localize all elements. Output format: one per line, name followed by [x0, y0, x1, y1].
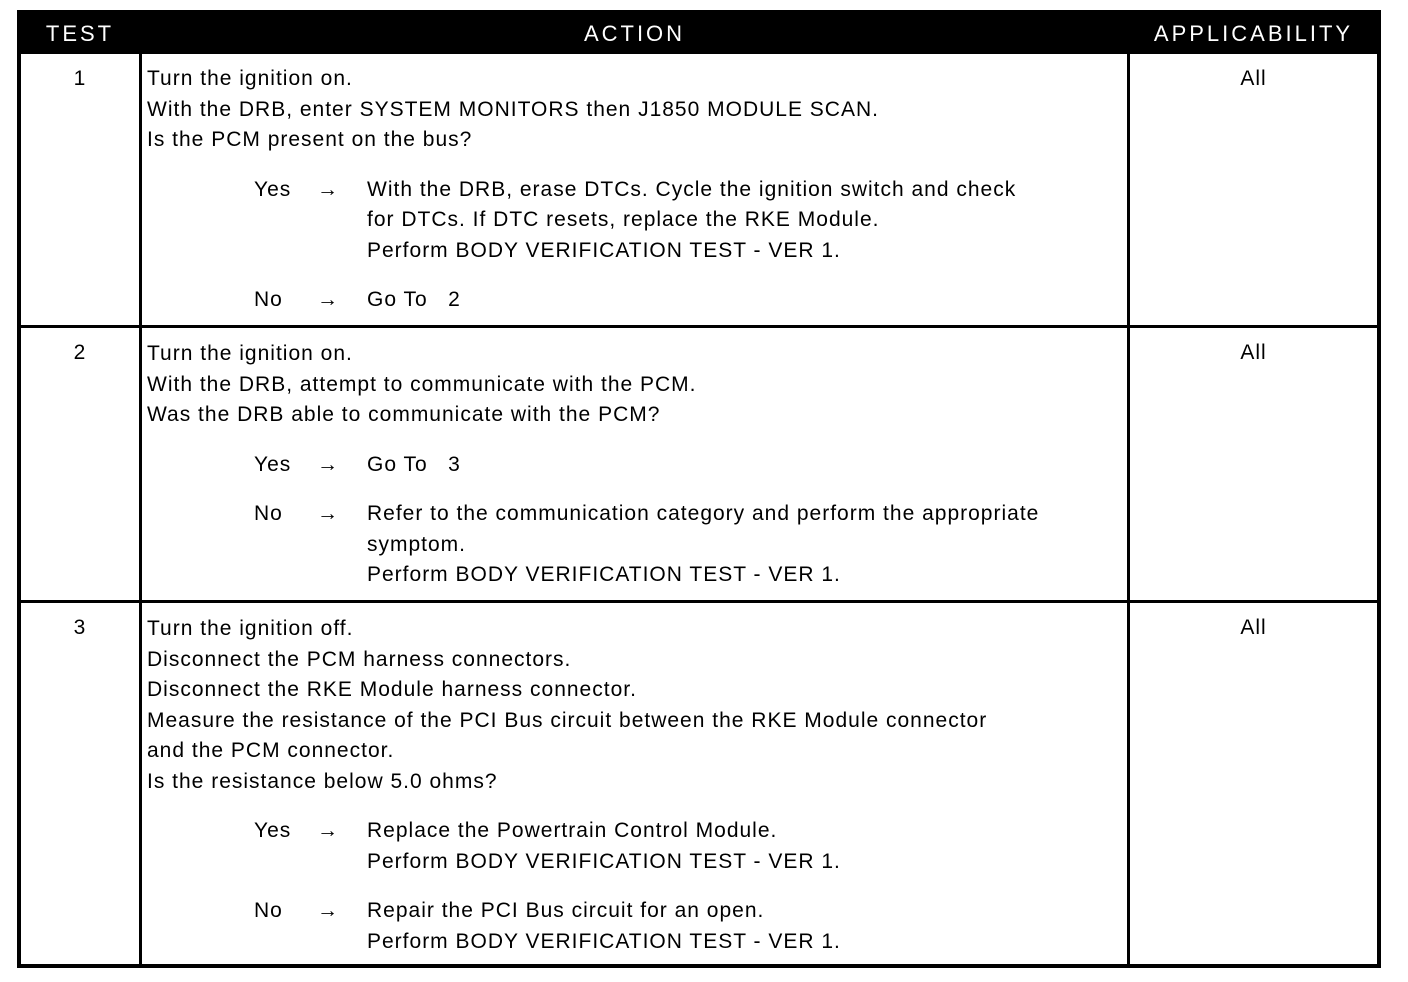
- no-result: [147, 499, 1127, 591]
- arrow-icon: →: [317, 502, 339, 525]
- yes-label: Yes: [254, 819, 292, 842]
- action-line: With the DRB, attempt to communicate with the PCM.: [147, 372, 697, 396]
- result-line: Repair the PCI Bus circuit for an open.: [367, 899, 765, 922]
- table-header: [21, 14, 1377, 54]
- test-number: 1: [73, 67, 87, 90]
- result-line: symptom.: [367, 532, 467, 556]
- arrow-icon: →: [317, 288, 339, 311]
- action-line: Is the resistance below 5.0 ohms?: [147, 769, 498, 793]
- action-cell: [147, 614, 1127, 957]
- goto-line: Go To 2: [367, 288, 461, 311]
- action-line: Is the PCM present on the bus?: [147, 128, 473, 151]
- yes-result: [147, 816, 1127, 877]
- action-line: Disconnect the PCM harness connectors.: [147, 647, 572, 671]
- result-line: Perform BODY VERIFICATION TEST - VER 1.: [367, 563, 841, 586]
- arrow-icon: →: [317, 819, 339, 842]
- result-line: Perform BODY VERIFICATION TEST - VER 1.: [367, 929, 841, 953]
- no-label: No: [254, 502, 283, 525]
- no-label: No: [254, 899, 283, 922]
- action-line: Was the DRB able to communicate with the PCM?: [147, 403, 661, 426]
- arrow-icon: →: [317, 177, 339, 201]
- no-result: [147, 285, 1127, 316]
- applicability-value: All: [1240, 616, 1267, 639]
- test-number: 2: [73, 341, 87, 364]
- header-action: ACTION: [583, 21, 686, 46]
- yes-label: Yes: [254, 452, 292, 476]
- action-line: Turn the ignition off.: [147, 617, 354, 640]
- action-line: Disconnect the RKE Module harness connector.: [147, 678, 637, 701]
- column-divider: [1127, 54, 1130, 964]
- result-line: With the DRB, erase DTCs. Cycle the ignition switch and check: [367, 177, 1017, 201]
- header-test: TEST: [45, 21, 115, 46]
- yes-result: [147, 175, 1127, 267]
- row-divider: [21, 325, 1377, 328]
- action-cell: [147, 64, 1127, 316]
- no-result: [147, 896, 1127, 957]
- header-applicability: APPLICABILITY: [1153, 21, 1354, 46]
- applicability-value: All: [1240, 341, 1267, 364]
- arrow-icon: →: [317, 452, 339, 476]
- row-divider: [21, 600, 1377, 603]
- result-line: Perform BODY VERIFICATION TEST - VER 1.: [367, 238, 841, 262]
- no-label: No: [254, 288, 283, 311]
- yes-label: Yes: [254, 177, 292, 201]
- action-line: With the DRB, enter SYSTEM MONITORS then J1850 MODULE SCAN.: [147, 97, 879, 121]
- action-line: Turn the ignition on.: [147, 67, 353, 90]
- column-divider: [139, 54, 142, 964]
- arrow-icon: →: [317, 899, 339, 922]
- diagnostic-table: [17, 10, 1381, 968]
- result-line: Refer to the communication category and perform the appropriate: [367, 502, 1040, 525]
- action-line: and the PCM connector.: [147, 739, 395, 762]
- result-line: Replace the Powertrain Control Module.: [367, 819, 778, 842]
- action-line: Turn the ignition on.: [147, 342, 353, 365]
- yes-result: [147, 450, 1127, 481]
- action-cell: [147, 339, 1127, 591]
- result-line: for DTCs. If DTC resets, replace the RKE Module.: [367, 208, 880, 231]
- goto-line: Go To 3: [367, 452, 461, 476]
- test-number: 3: [73, 616, 87, 639]
- action-line: Measure the resistance of the PCI Bus circuit between the RKE Module connector: [147, 708, 988, 732]
- applicability-value: All: [1240, 67, 1267, 90]
- result-line: Perform BODY VERIFICATION TEST - VER 1.: [367, 849, 841, 873]
